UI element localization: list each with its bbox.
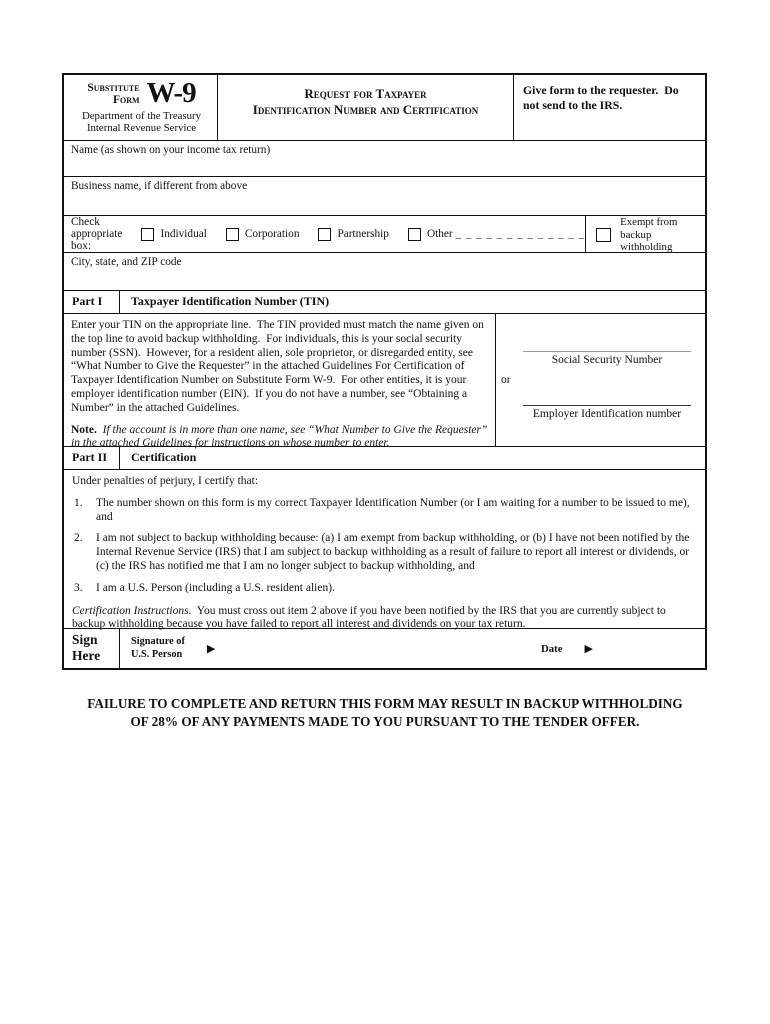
part1-label: Part I	[72, 294, 103, 308]
corporation-checkbox[interactable]	[226, 228, 239, 241]
or-label: or	[501, 374, 511, 386]
item-text: I am a U.S. Person (including a U.S. resident alien).	[96, 581, 335, 594]
ein-label: Employer Identification number	[532, 408, 682, 420]
substitute-form-label	[87, 80, 139, 106]
ssn-label: Social Security Number	[551, 354, 663, 366]
business-name-field-row[interactable]	[64, 176, 705, 215]
form-header	[64, 75, 705, 140]
item-text: The number shown on this form is my correct Taxpayer Identification Number (or I am waiting for a number to be issued to me), and	[96, 496, 693, 523]
part2-label: Part II	[72, 450, 107, 464]
part2-title: Certification	[119, 447, 705, 469]
part1-instruction-text: Enter your TIN on the appropriate line. The TIN provided must match the name given on the top line to avoid backup withholding. For individuals, this is your social security number (SSN). However, for a resident alien, sole proprietor, or disregarded entity, see “What Number to Give the Requester” in the attached Guidelines For Certification of Taxpayer Identification Number on Substitute Form W-9. For other entities, it is your employer identification number (EIN). If you do not have a number, see “Obtaining a Number” in the attached Guidelines.	[71, 319, 487, 414]
backup-withholding-warning	[0, 695, 770, 731]
entity-type-row	[64, 215, 705, 252]
individual-label: Individual	[160, 228, 207, 240]
w9-substitute-form	[62, 73, 707, 670]
substitute-word: Substitute	[87, 82, 140, 94]
partnership-option	[318, 228, 388, 241]
business-name-field[interactable]	[64, 177, 705, 215]
form-title: Request for Taxpayer Identification Number and Certification	[252, 86, 479, 118]
certification-intro: Under penalties of perjury, I certify that:	[72, 475, 259, 487]
certification-instructions-label: Certification Instructions.	[72, 604, 192, 617]
business-name-field-label: Business name, if different from above	[71, 180, 248, 192]
entity-type-options	[64, 216, 585, 252]
other-label: Other	[426, 228, 453, 240]
item-number: 2.	[74, 532, 83, 545]
part1-header	[64, 290, 705, 313]
part2-body	[64, 469, 705, 631]
part1-body	[64, 313, 705, 450]
agency-name: Department of the Treasury Internal Revenue Service	[81, 109, 202, 134]
exempt-label: Exempt from backup withholding	[620, 216, 678, 254]
form-number-block	[70, 77, 213, 109]
sign-here-label: Sign Here	[72, 632, 101, 663]
partnership-label: Partnership	[337, 228, 389, 240]
exempt-checkbox[interactable]	[596, 228, 611, 242]
ein-entry[interactable]	[523, 405, 691, 420]
name-field[interactable]	[64, 141, 705, 176]
partnership-checkbox[interactable]	[318, 228, 331, 241]
form-word: Form	[112, 94, 140, 107]
other-checkbox[interactable]	[408, 228, 421, 241]
warning-line-2: OF 28% OF ANY PAYMENTS MADE TO YOU PURSUANT TO THE TENDER OFFER.	[130, 713, 640, 729]
date-arrow-icon: ▶	[584, 643, 593, 655]
note-text: If the account is in more than one name, see “What Number to Give the Requester” in the attached Guidelines for instructions on whose number to enter.	[71, 423, 491, 450]
form-logo-block	[64, 75, 217, 140]
name-field-row[interactable]	[64, 140, 705, 176]
signature-row	[64, 628, 705, 668]
city-state-zip-field-row[interactable]	[64, 252, 705, 290]
tin-entry-area	[495, 314, 705, 446]
certification-item-2	[72, 532, 697, 573]
form-number: W-9	[146, 77, 196, 109]
part2-header	[64, 446, 705, 469]
check-appropriate-box-label: Check appropriate box:	[71, 216, 123, 252]
item-number: 1.	[74, 496, 83, 509]
exempt-option	[585, 216, 705, 252]
part1-instructions	[64, 314, 495, 450]
other-blank-line[interactable]: _ _ _ _ _ _ _ _ _ _ _ _ _	[455, 228, 586, 240]
signature-area	[119, 629, 705, 668]
part1-title: Taxpayer Identification Number (TIN)	[119, 291, 705, 313]
requester-instruction: Give form to the requester. Do not send to the IRS.	[513, 75, 705, 140]
corporation-option	[226, 228, 300, 241]
ein-entry-line[interactable]	[523, 405, 691, 406]
note-label: Note.	[71, 423, 97, 436]
city-state-zip-label: City, state, and ZIP code	[71, 256, 182, 268]
certification-instructions-text: You must cross out item 2 above if you have been notified by the IRS that you are currently subject to backup withholding because you have failed to report all interest and dividends on your tax return.	[72, 604, 669, 631]
city-state-zip-field[interactable]	[64, 253, 705, 290]
individual-option	[141, 228, 206, 241]
ssn-entry-line[interactable]	[523, 351, 691, 352]
certification-item-1	[72, 497, 697, 525]
form-title-cell	[217, 75, 513, 140]
ssn-entry[interactable]	[523, 351, 691, 366]
individual-checkbox[interactable]	[141, 228, 154, 241]
name-field-label: Name (as shown on your income tax return)	[71, 144, 271, 156]
item-text: I am not subject to backup withholding because: (a) I am exempt from backup withholding, or (b) I have not been notified by the Internal Revenue Service (IRS) that I am subject to backup withholding as a result of failure to report all interest or dividends, or (c) the IRS has notified me that I am no longer subject to backup withholding, and	[96, 532, 693, 572]
item-number: 3.	[74, 581, 83, 594]
signature-arrow-icon: ▶	[206, 643, 216, 655]
certification-item-3	[72, 582, 697, 596]
date-area[interactable]	[541, 642, 593, 655]
corporation-label: Corporation	[244, 228, 300, 240]
signature-label: Signature of U.S. Person	[131, 636, 185, 660]
other-option	[408, 228, 585, 241]
date-label: Date	[540, 642, 563, 655]
warning-line-1: FAILURE TO COMPLETE AND RETURN THIS FORM MAY RESULT IN BACKUP WITHHOLDING	[87, 696, 683, 711]
